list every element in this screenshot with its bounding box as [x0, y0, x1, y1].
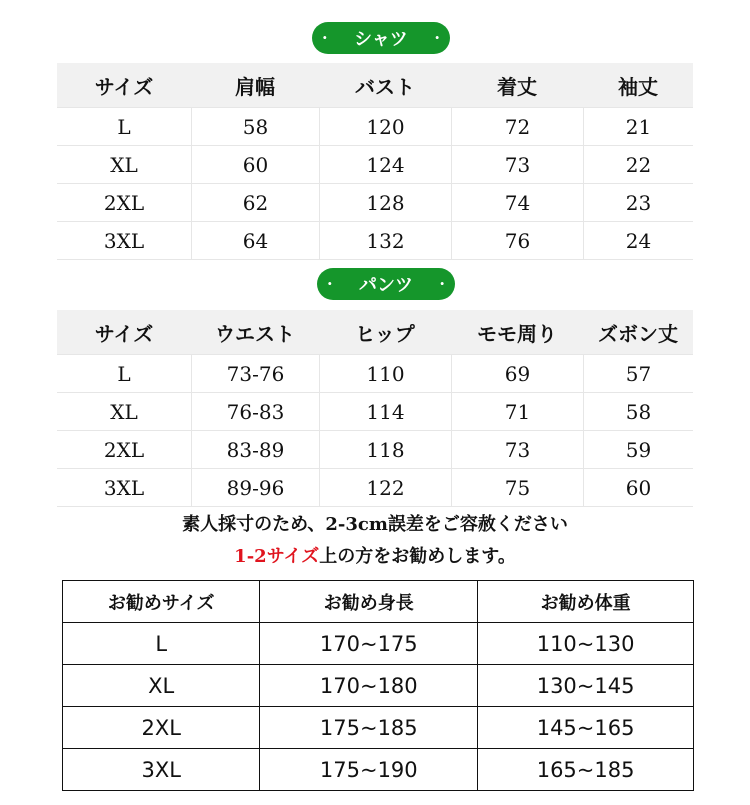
- table-cell: 60: [191, 146, 319, 183]
- pants-size-table: [57, 310, 693, 507]
- measurement-note: [0, 510, 750, 536]
- table-row: [63, 623, 694, 665]
- table-cell: 21: [583, 108, 693, 145]
- recommend-header-row: [63, 581, 694, 623]
- table-cell: 145~165: [478, 707, 694, 749]
- bullet-dot-icon: ·: [434, 28, 440, 47]
- table-cell: 89-96: [191, 469, 319, 506]
- table-cell: 24: [583, 222, 693, 259]
- table-cell: 122: [319, 469, 451, 506]
- table-cell: 170~175: [260, 623, 478, 665]
- table-cell: 60: [583, 469, 693, 506]
- shirt-section-title: シャツ: [354, 29, 408, 50]
- table-row: [57, 392, 693, 430]
- shirt-header-row: [57, 63, 693, 107]
- table-cell: 175~190: [260, 749, 478, 791]
- table-cell: 132: [319, 222, 451, 259]
- column-header: ズボン丈: [598, 321, 678, 346]
- column-header: お勧め身長: [260, 581, 478, 623]
- column-header: モモ周り: [477, 321, 557, 346]
- table-cell: 165~185: [478, 749, 694, 791]
- column-header: お勧めサイズ: [63, 581, 260, 623]
- table-row: [57, 107, 693, 145]
- table-cell: 3XL: [103, 475, 145, 500]
- table-cell: 2XL: [63, 707, 260, 749]
- column-header: 着丈: [497, 74, 537, 99]
- table-cell: 128: [319, 184, 451, 221]
- table-cell: 71: [451, 393, 583, 430]
- table-cell: 110: [319, 355, 451, 392]
- size-advice-highlight: 1-2サイズ: [234, 546, 320, 567]
- table-cell: L: [117, 114, 131, 139]
- table-cell: 3XL: [63, 749, 260, 791]
- table-row: [57, 468, 693, 507]
- table-cell: 57: [583, 355, 693, 392]
- column-header: ヒップ: [355, 321, 415, 346]
- table-cell: 64: [191, 222, 319, 259]
- column-header: 肩幅: [235, 74, 275, 99]
- table-cell: 130~145: [478, 665, 694, 707]
- pants-section-title: パンツ: [359, 275, 413, 296]
- table-cell: 62: [191, 184, 319, 221]
- table-cell: 59: [583, 431, 693, 468]
- table-row: [57, 430, 693, 468]
- pants-header-row: [57, 310, 693, 354]
- column-header: サイズ: [94, 74, 154, 99]
- table-cell: 118: [319, 431, 451, 468]
- table-cell: 2XL: [103, 190, 145, 215]
- table-cell: 3XL: [103, 228, 145, 253]
- table-cell: 72: [451, 108, 583, 145]
- recommended-size-table: [62, 580, 694, 791]
- table-cell: 75: [451, 469, 583, 506]
- table-cell: 73-76: [191, 355, 319, 392]
- column-header: ウエスト: [215, 321, 295, 346]
- column-header: バスト: [355, 74, 415, 99]
- table-row: [63, 707, 694, 749]
- table-cell: 22: [583, 146, 693, 183]
- table-cell: 114: [319, 393, 451, 430]
- table-cell: XL: [63, 665, 260, 707]
- table-cell: 110~130: [478, 623, 694, 665]
- table-cell: 2XL: [103, 437, 145, 462]
- table-cell: 170~180: [260, 665, 478, 707]
- table-cell: 58: [191, 108, 319, 145]
- table-cell: XL: [110, 399, 138, 424]
- shirt-section-badge: [312, 22, 450, 54]
- column-header: 袖丈: [618, 74, 658, 99]
- table-cell: 175~185: [260, 707, 478, 749]
- size-advice-text: 上の方をお勧めします。: [319, 546, 516, 567]
- table-cell: 83-89: [191, 431, 319, 468]
- table-cell: L: [117, 361, 131, 386]
- size-advice: [0, 542, 750, 568]
- table-cell: 120: [319, 108, 451, 145]
- pants-section-badge: [317, 268, 455, 300]
- table-row: [57, 221, 693, 260]
- column-header: お勧め体重: [478, 581, 694, 623]
- table-cell: 74: [451, 184, 583, 221]
- table-cell: 73: [451, 146, 583, 183]
- table-cell: L: [63, 623, 260, 665]
- table-cell: 73: [451, 431, 583, 468]
- table-cell: 76: [451, 222, 583, 259]
- bullet-dot-icon: ·: [439, 274, 445, 293]
- table-cell: 58: [583, 393, 693, 430]
- table-cell: XL: [110, 152, 138, 177]
- measurement-note-line1: 素人採寸のため、2-3cm誤差をご容赦ください: [182, 514, 568, 535]
- shirt-size-table: [57, 63, 693, 260]
- table-cell: 124: [319, 146, 451, 183]
- table-row: [57, 354, 693, 392]
- table-row: [63, 749, 694, 791]
- table-cell: 23: [583, 184, 693, 221]
- column-header: サイズ: [94, 321, 154, 346]
- table-cell: 76-83: [191, 393, 319, 430]
- table-cell: 69: [451, 355, 583, 392]
- table-row: [57, 145, 693, 183]
- bullet-dot-icon: ·: [327, 274, 333, 293]
- bullet-dot-icon: ·: [322, 28, 328, 47]
- table-row: [57, 183, 693, 221]
- table-row: [63, 665, 694, 707]
